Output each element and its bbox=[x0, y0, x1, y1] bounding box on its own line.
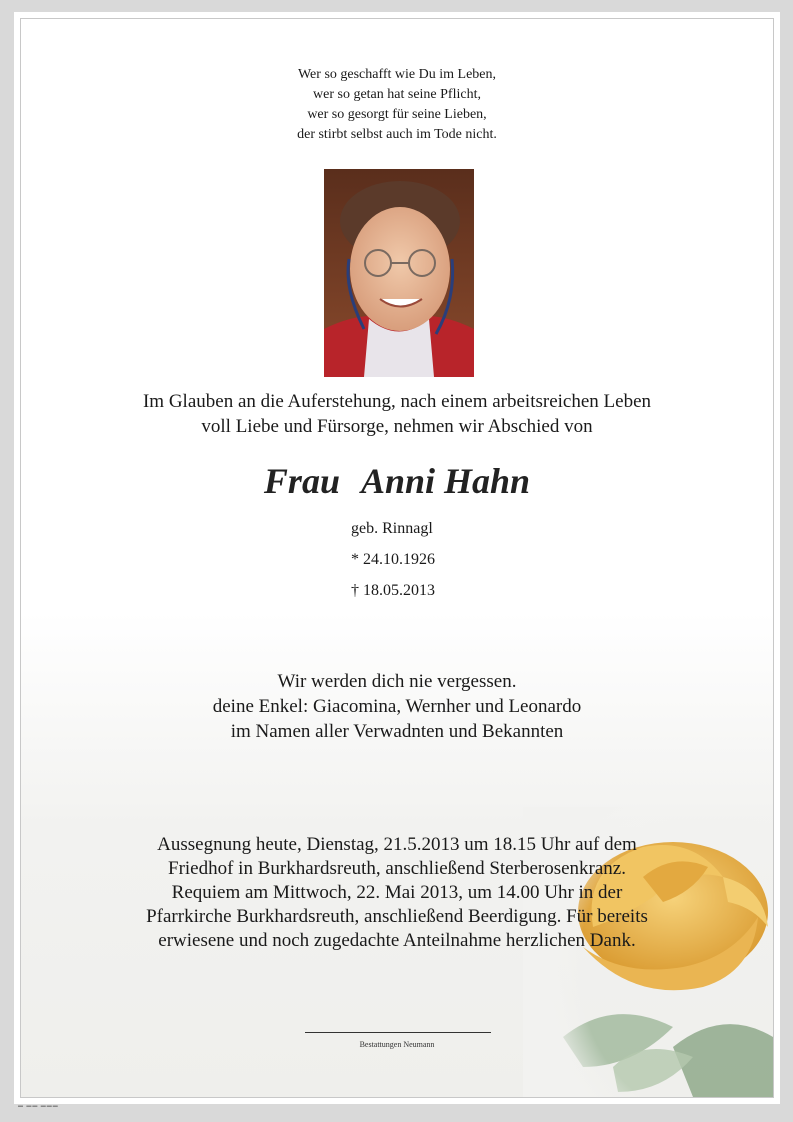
service-line: Requiem am Mittwoch, 22. Mai 2013, um 14.00 Uhr in der bbox=[171, 882, 623, 903]
poem-line: der stirbt selbst auch im Tode nicht. bbox=[297, 127, 497, 142]
name-full: Anni Hahn bbox=[360, 461, 531, 501]
obituary-card bbox=[14, 12, 780, 1104]
name-title: Frau bbox=[263, 461, 340, 501]
intro-line: Im Glauben an die Auferstehung, nach einem arbeitsreichen Leben bbox=[142, 391, 652, 412]
farewell-line: Wir werden dich nie vergessen. bbox=[277, 671, 517, 692]
undertaker-name: Bestattungen Neumann bbox=[359, 1040, 435, 1049]
service-line: Pfarrkirche Burkhardsreuth, anschließend Beerdigung. Für bereits bbox=[146, 906, 648, 927]
farewell-line: im Namen aller Verwadnten und Bekannten bbox=[230, 721, 564, 742]
death-date: † 18.05.2013 bbox=[351, 582, 435, 599]
intro-line: voll Liebe und Fürsorge, nehmen wir Abschied von bbox=[201, 416, 593, 437]
intro-text bbox=[21, 389, 773, 439]
service-line: Aussegnung heute, Dienstag, 21.5.2013 um 18.15 Uhr auf dem bbox=[157, 834, 637, 855]
service-line: Friedhof in Burkhardsreuth, anschließend Sterberosenkranz. bbox=[168, 858, 626, 879]
poem bbox=[21, 65, 773, 145]
portrait-photo bbox=[324, 169, 474, 377]
portrait-illustration bbox=[324, 169, 474, 377]
poem-line: wer so getan hat seine Pflicht, bbox=[313, 87, 481, 102]
birth-name: geb. Rinnagl bbox=[351, 520, 433, 537]
poem-line: Wer so geschafft wie Du im Leben, bbox=[297, 67, 497, 82]
birth-date: * 24.10.1926 bbox=[351, 551, 435, 568]
poem-line: wer so gesorgt für seine Lieben, bbox=[307, 107, 487, 122]
deceased-details bbox=[351, 513, 435, 606]
farewell-text bbox=[21, 669, 773, 744]
corner-logo-mark: ▬ ▬▬ ▬▬▬ bbox=[18, 1103, 59, 1109]
service-line: erwiesene und noch zugedachte Anteilnahme herzlichen Dank. bbox=[158, 930, 636, 951]
service-text bbox=[21, 833, 773, 953]
signature-line bbox=[305, 1032, 491, 1033]
deceased-name bbox=[21, 459, 773, 503]
card-frame bbox=[20, 18, 774, 1098]
farewell-line: deine Enkel: Giacomina, Wernher und Leonardo bbox=[212, 696, 582, 717]
